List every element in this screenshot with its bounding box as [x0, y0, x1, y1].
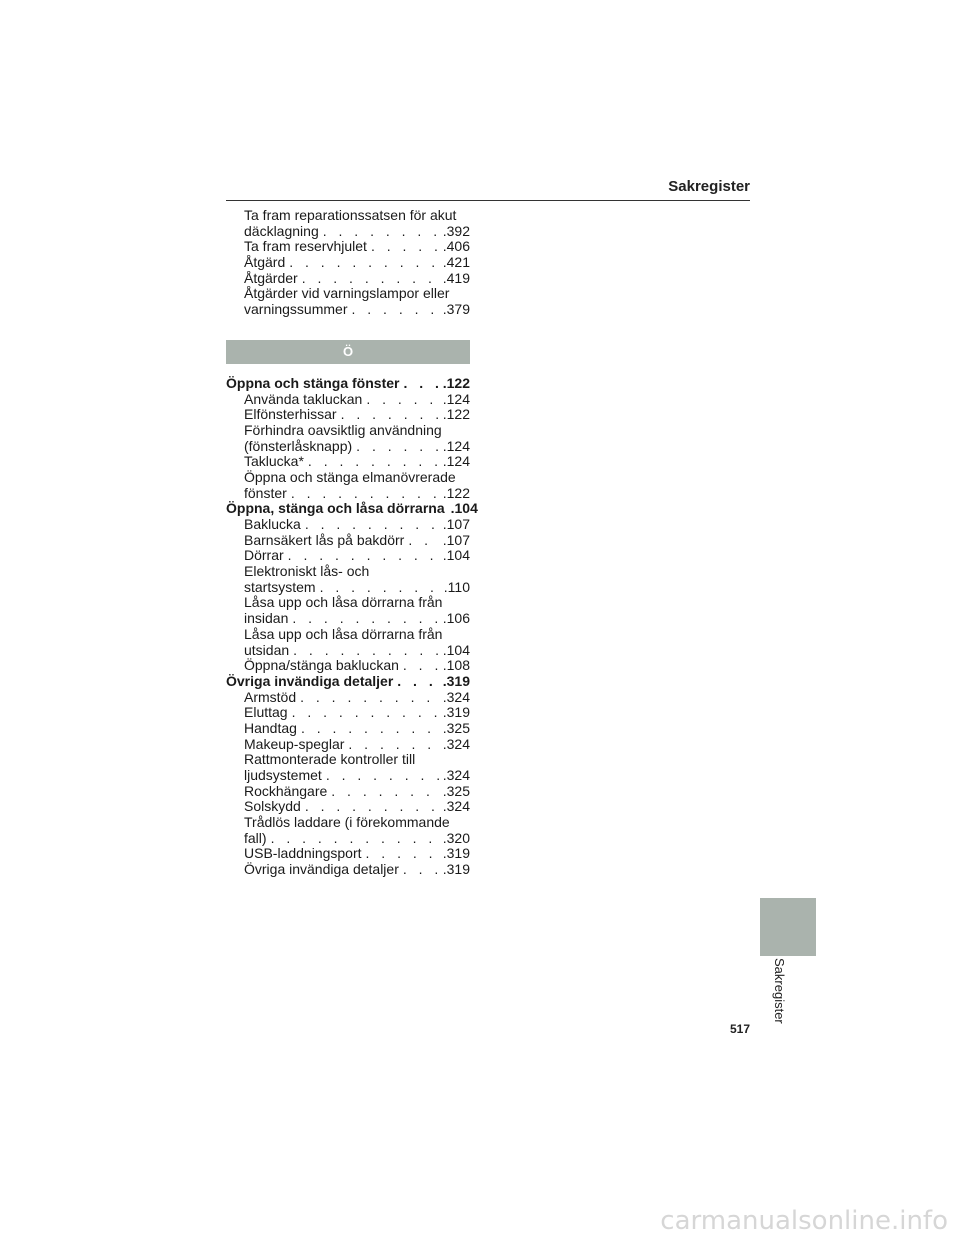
entry-page-number: .319 — [442, 672, 470, 689]
entry-page-number: .324 — [442, 798, 470, 815]
entry-text: Solskydd — [244, 798, 301, 815]
dot-leader — [348, 737, 440, 753]
dot-leader — [397, 674, 440, 690]
entry-text: Rattmonterade kontroller till — [244, 751, 416, 768]
index-column — [226, 207, 478, 878]
dot-leader — [300, 690, 441, 706]
page-number: 517 — [729, 1022, 750, 1036]
entry-text: utsidan — [244, 641, 290, 658]
dot-leader — [323, 224, 441, 240]
entry-text: startsystem — [244, 578, 316, 595]
entry-text: fönster — [244, 484, 287, 501]
entry-text: Övriga invändiga detaljer — [244, 861, 399, 878]
entry-text: Åtgärder vid varningslampor eller — [244, 285, 450, 302]
entry-text: insidan — [244, 610, 289, 627]
entry-text: Åtgärd — [244, 254, 286, 271]
index-sub-entry — [226, 286, 470, 302]
index-sub-entry — [226, 705, 470, 721]
dot-leader — [408, 533, 440, 549]
index-sub-entry — [226, 533, 470, 549]
entry-page-number: .421 — [442, 254, 470, 271]
entry-text: Taklucka* — [244, 453, 304, 470]
entry-text: Åtgärder — [244, 269, 298, 286]
index-sub-entry — [226, 470, 470, 486]
entry-page-number: .419 — [442, 269, 470, 286]
dot-leader — [351, 302, 440, 318]
entry-text: Makeup-speglar — [244, 735, 345, 752]
index-sub-entry — [226, 302, 470, 318]
index-sub-entry — [226, 486, 470, 502]
entry-page-number: .122 — [442, 374, 470, 391]
entry-text: Öppna och stänga elmanövrerade — [244, 468, 456, 485]
entry-page-number: .122 — [442, 406, 470, 423]
index-main-entry — [226, 376, 470, 392]
index-sub-entry — [226, 721, 470, 737]
entry-page-number: .108 — [442, 657, 470, 674]
entry-text: Låsa upp och låsa dörrarna från — [244, 625, 443, 642]
index-sub-entry — [226, 580, 470, 596]
entry-text: Elektroniskt lås- och — [244, 563, 370, 580]
entry-page-number: .325 — [442, 719, 470, 736]
entry-page-number: .319 — [442, 704, 470, 721]
entry-page-number: .124 — [442, 437, 470, 454]
dot-leader — [308, 454, 441, 470]
entry-text: Öppna, stänga och låsa dörrarna — [226, 500, 445, 517]
index-sub-entry — [226, 690, 470, 706]
index-sub-entry — [226, 239, 470, 255]
entry-page-number: .319 — [442, 845, 470, 862]
index-sub-entry — [226, 439, 470, 455]
entry-text: Använda takluckan — [244, 390, 363, 407]
index-sub-entry — [226, 611, 470, 627]
entry-text: Elfönsterhissar — [244, 406, 337, 423]
entry-page-number: .104 — [450, 500, 478, 517]
index-sub-entry — [226, 392, 470, 408]
entry-page-number: .325 — [442, 782, 470, 799]
entry-page-number: .104 — [442, 641, 470, 658]
entry-page-number: .107 — [442, 531, 470, 548]
entry-page-number: .324 — [442, 688, 470, 705]
index-sub-entry — [226, 627, 470, 643]
entry-text: Baklucka — [244, 516, 301, 532]
dot-leader — [293, 643, 441, 659]
dot-leader — [292, 705, 441, 721]
dot-leader — [271, 831, 441, 847]
dot-leader — [366, 846, 441, 862]
index-list-before — [226, 208, 470, 318]
entry-text: Armstöd — [244, 688, 297, 705]
index-sub-entry — [226, 407, 470, 423]
dot-leader — [403, 376, 440, 392]
entry-page-number: .124 — [442, 390, 470, 407]
entry-page-number: .104 — [442, 547, 470, 564]
dot-leader — [341, 407, 441, 423]
index-sub-entry — [226, 564, 470, 580]
index-sub-entry — [226, 548, 470, 564]
index-sub-entry — [226, 737, 470, 753]
index-sub-entry — [226, 423, 470, 439]
index-sub-entry — [226, 224, 470, 240]
watermark: carmanualsonline.info — [660, 1206, 948, 1236]
index-sub-entry — [226, 831, 470, 847]
entry-text: Dörrar — [244, 547, 284, 564]
entry-text: Övriga invändiga detaljer — [226, 672, 394, 689]
index-main-entry — [226, 674, 470, 690]
entry-text: Öppna/stänga bakluckan — [244, 657, 399, 674]
index-sub-entry — [226, 517, 470, 533]
dot-leader — [302, 271, 441, 287]
index-sub-entry — [226, 815, 470, 831]
dot-leader — [292, 611, 440, 627]
dot-leader — [356, 439, 441, 455]
index-sub-entry — [226, 208, 470, 224]
entry-page-number: .124 — [442, 453, 470, 470]
entry-page-number: .107 — [442, 516, 470, 532]
entry-text: Låsa upp och låsa dörrarna från — [244, 594, 443, 611]
entry-text: Eluttag — [244, 704, 288, 721]
entry-text: fall) — [244, 829, 267, 846]
dot-leader — [403, 658, 441, 674]
page-title: Sakregister — [668, 178, 750, 195]
index-main-entry — [226, 500, 478, 517]
entry-text: Ta fram reservhjulet — [244, 238, 367, 255]
entry-text: däcklagning — [244, 222, 319, 239]
index-sub-entry — [226, 799, 470, 815]
dot-leader — [305, 799, 441, 815]
index-sub-entry — [226, 752, 470, 768]
dot-leader — [289, 255, 441, 271]
index-sub-entry — [226, 846, 470, 862]
entry-page-number: .106 — [442, 610, 470, 627]
index-sub-entry — [226, 784, 470, 800]
index-list-after — [226, 374, 478, 878]
entry-text: Rockhängare — [244, 782, 328, 799]
entry-page-number: .392 — [442, 222, 470, 239]
dot-leader — [305, 517, 441, 533]
index-sub-entry — [226, 658, 470, 674]
entry-page-number: .324 — [442, 735, 470, 752]
side-tab — [760, 898, 816, 956]
index-sub-entry — [226, 271, 470, 287]
entry-page-number: .324 — [442, 767, 470, 783]
entry-text: ljudsystemet — [244, 767, 322, 783]
dot-leader — [326, 768, 441, 784]
entry-text: Handtag — [244, 719, 297, 736]
index-sub-entry — [226, 643, 470, 659]
dot-leader — [366, 392, 440, 408]
index-sub-entry — [226, 862, 470, 878]
index-sub-entry — [226, 454, 470, 470]
side-tab-label: Sakregister — [772, 958, 787, 1024]
dot-leader — [320, 580, 442, 596]
index-sub-entry — [226, 595, 470, 611]
dot-leader — [331, 784, 440, 800]
section-letter: Ö — [342, 343, 354, 359]
index-sub-entry — [226, 255, 470, 271]
dot-leader — [301, 721, 441, 737]
page-header — [226, 178, 750, 201]
entry-text: Ta fram reparationssatsen för akut — [244, 207, 457, 223]
entry-text: varningssummer — [244, 301, 348, 318]
section-letter-bar — [226, 340, 470, 364]
dot-leader — [291, 486, 441, 502]
entry-page-number: .319 — [442, 861, 470, 878]
entry-page-number: .110 — [443, 578, 470, 595]
dot-leader — [371, 239, 441, 255]
entry-text: Förhindra oavsiktlig användning — [244, 421, 442, 438]
entry-text: USB-laddningsport — [244, 845, 362, 862]
entry-page-number: .320 — [442, 829, 470, 846]
entry-page-number: .122 — [442, 484, 470, 501]
entry-text: Barnsäkert lås på bakdörr — [244, 531, 405, 548]
entry-page-number: .379 — [442, 301, 470, 318]
dot-leader — [403, 862, 441, 878]
index-sub-entry — [226, 768, 470, 784]
dot-leader — [288, 548, 441, 564]
entry-text: Öppna och stänga fönster — [226, 374, 400, 391]
entry-page-number: .406 — [442, 238, 470, 255]
entry-text: Trådlös laddare (i förekommande — [244, 814, 450, 831]
entry-text: (fönsterlåsknapp) — [244, 437, 353, 454]
